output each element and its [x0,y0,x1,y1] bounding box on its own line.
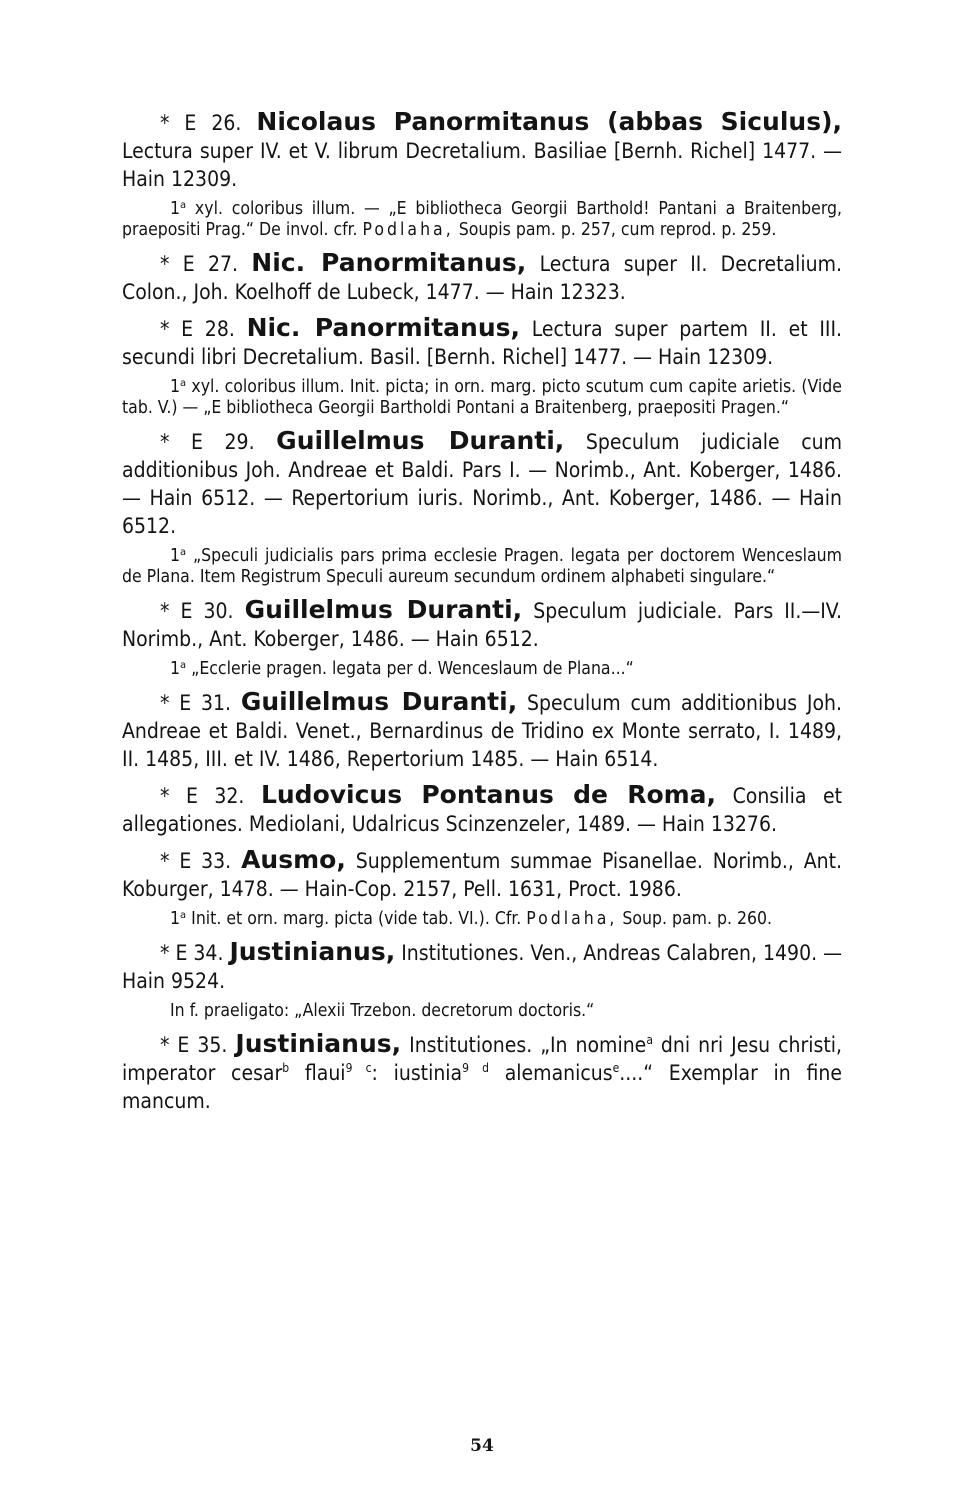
entry-text: Institutiones. Ven., Andreas Calabren, 1490. — Hain 9524. [122,941,843,993]
entry-heading: Ludovicus Pontanus de Roma, [260,780,717,809]
entry-text: Speculum judiciale cum additionibus Joh. Andreae et Baldi. Pars I. — Norimb., Ant. Koberger, 1486. — Hain 6512. — Repertorium iuris. Norimb., Ant. Koberger, 1486. — Hain 6512. [122,430,843,538]
entry-heading: Guillelmus Duranti, [240,687,518,716]
entry-text: ....“ Exemplar in fine mancum. [122,1061,843,1113]
note-text: 1ᵃ „Ecclerie pragen. legata per d. Wenceslaum de Plana...“ [170,659,634,679]
catalog-entry [122,596,842,653]
entry-heading: Nic. Panormitanus, [251,248,527,277]
entry-heading: Guillelmus Duranti, [276,426,565,455]
note-author: Podlaha, [362,220,454,240]
superscript: 9 c [345,1061,372,1075]
entry-id: * E 30. [160,599,234,623]
entry-id: * E 27. [160,252,238,276]
entry-note [122,909,842,930]
entry-text: flaui [289,1061,346,1085]
entry-note [122,377,842,419]
entry-text: Institutiones. „In nomine [409,1033,647,1057]
note-text: 1ᵃ xyl. coloribus illum. — „E bibliotheca Georgii Barthold! Pantani a Braitenberg, praepositi Prag.“ De invol. cfr. [122,199,842,240]
entry-text: Consilia et allegationes. Mediolani, Udalricus Scinzenzeler, 1489. — Hain 13276. [122,784,843,836]
entry-text: Lectura super IV. et V. librum Decretalium. Basiliae [Bernh. Richel] 1477. — Hain 12309. [122,139,842,191]
superscript: e [612,1061,620,1075]
catalog-entry [122,688,842,773]
note-tail: Soup. pam. p. 260. [622,909,773,929]
note-text: In f. praeligato: „Alexii Trzebon. decretorum doctoris.“ [170,1001,595,1021]
entry-text: : iustinia [371,1061,463,1085]
entry-id: * E 26. [160,111,242,135]
catalog-entry [122,846,842,903]
entry-id: * E 31. [160,691,232,715]
entry-id: * E 28. [160,317,235,341]
catalog-entry [122,249,842,306]
entry-heading: Ausmo, [241,845,346,874]
entry-heading: Nicolaus Panormitanus (abbas Siculus), [256,107,843,136]
entry-text: Lectura super partem II. et III. secundi libri Decretalium. Basil. [Bernh. Richel] 1477. — Hain 12309. [122,317,843,369]
entry-id: * E 32. [160,784,245,808]
entry-note [122,659,842,680]
superscript: a [646,1033,653,1047]
entry-note [122,546,842,588]
entry-heading: Guillelmus Duranti, [244,595,523,624]
entry-id: * E 35. [160,1033,228,1057]
entry-text: Supplementum summae Pisanellae. Norimb., Ant. Koburger, 1478. — Hain-Cop. 2157, Pell. 1631, Proct. 1986. [122,849,843,901]
entry-id: * E 33. [160,849,232,873]
page-body [122,107,843,1456]
entry-note [122,1001,842,1022]
note-text: 1ᵃ „Speculi judicialis pars prima ecclesie Pragen. legata per doctorem Wenceslaum de Plana. Item Registrum Speculi aureum secundum ordinem alphabeti singulare.“ [122,546,842,587]
catalog-entry [122,938,842,995]
catalog-entry [122,1030,842,1115]
page-number: 54 [470,1436,494,1456]
entry-text: Speculum cum additionibus Joh. Andreae et Baldi. Venet., Bernardinus de Tridino ex Monte serrato, I. 1489, II. 1485, III. et IV. 1486, Repertorium 1485. — Hain 6514. [122,691,842,771]
superscript: 9 d [462,1061,490,1075]
note-text: 1ᵃ Init. et orn. marg. picta (vide tab. VI.). Cfr. [170,909,522,929]
entry-id: * E 29. [160,430,255,454]
superscript: b [282,1061,290,1075]
catalog-entry [122,781,842,838]
entry-text: alemanicus [489,1061,613,1085]
entry-id: * E 34. [160,941,224,965]
entry-text: dni nri Jesu christi, imperator cesar [122,1033,843,1085]
entry-heading: Justinianus, [229,937,396,966]
entry-note [122,199,842,241]
note-text: 1ᵃ xyl. coloribus illum. Init. picta; in orn. marg. picto scutum cum capite arietis. (Vide tab. V.) — „E bibliotheca Georgii Bartholdi Pontani a Braitenberg, praepositi Pragen.“ [122,377,842,418]
entry-heading: Justinianus, [235,1029,402,1058]
entry-text: Speculum judiciale. Pars II.—IV. Norimb., Ant. Koberger, 1486. — Hain 6512. [122,599,843,651]
catalog-entry [122,427,842,540]
entry-text: Lectura super II. Decretalium. Colon., Joh. Koelhoff de Lubeck, 1477. — Hain 12323. [122,252,842,304]
catalog-entry [122,314,842,371]
catalog-entry [122,108,842,193]
entry-heading: Nic. Panormitanus, [246,313,521,342]
note-tail: Soupis pam. p. 257, cum reprod. p. 259. [458,220,777,240]
note-author: Podlaha, [526,909,618,929]
